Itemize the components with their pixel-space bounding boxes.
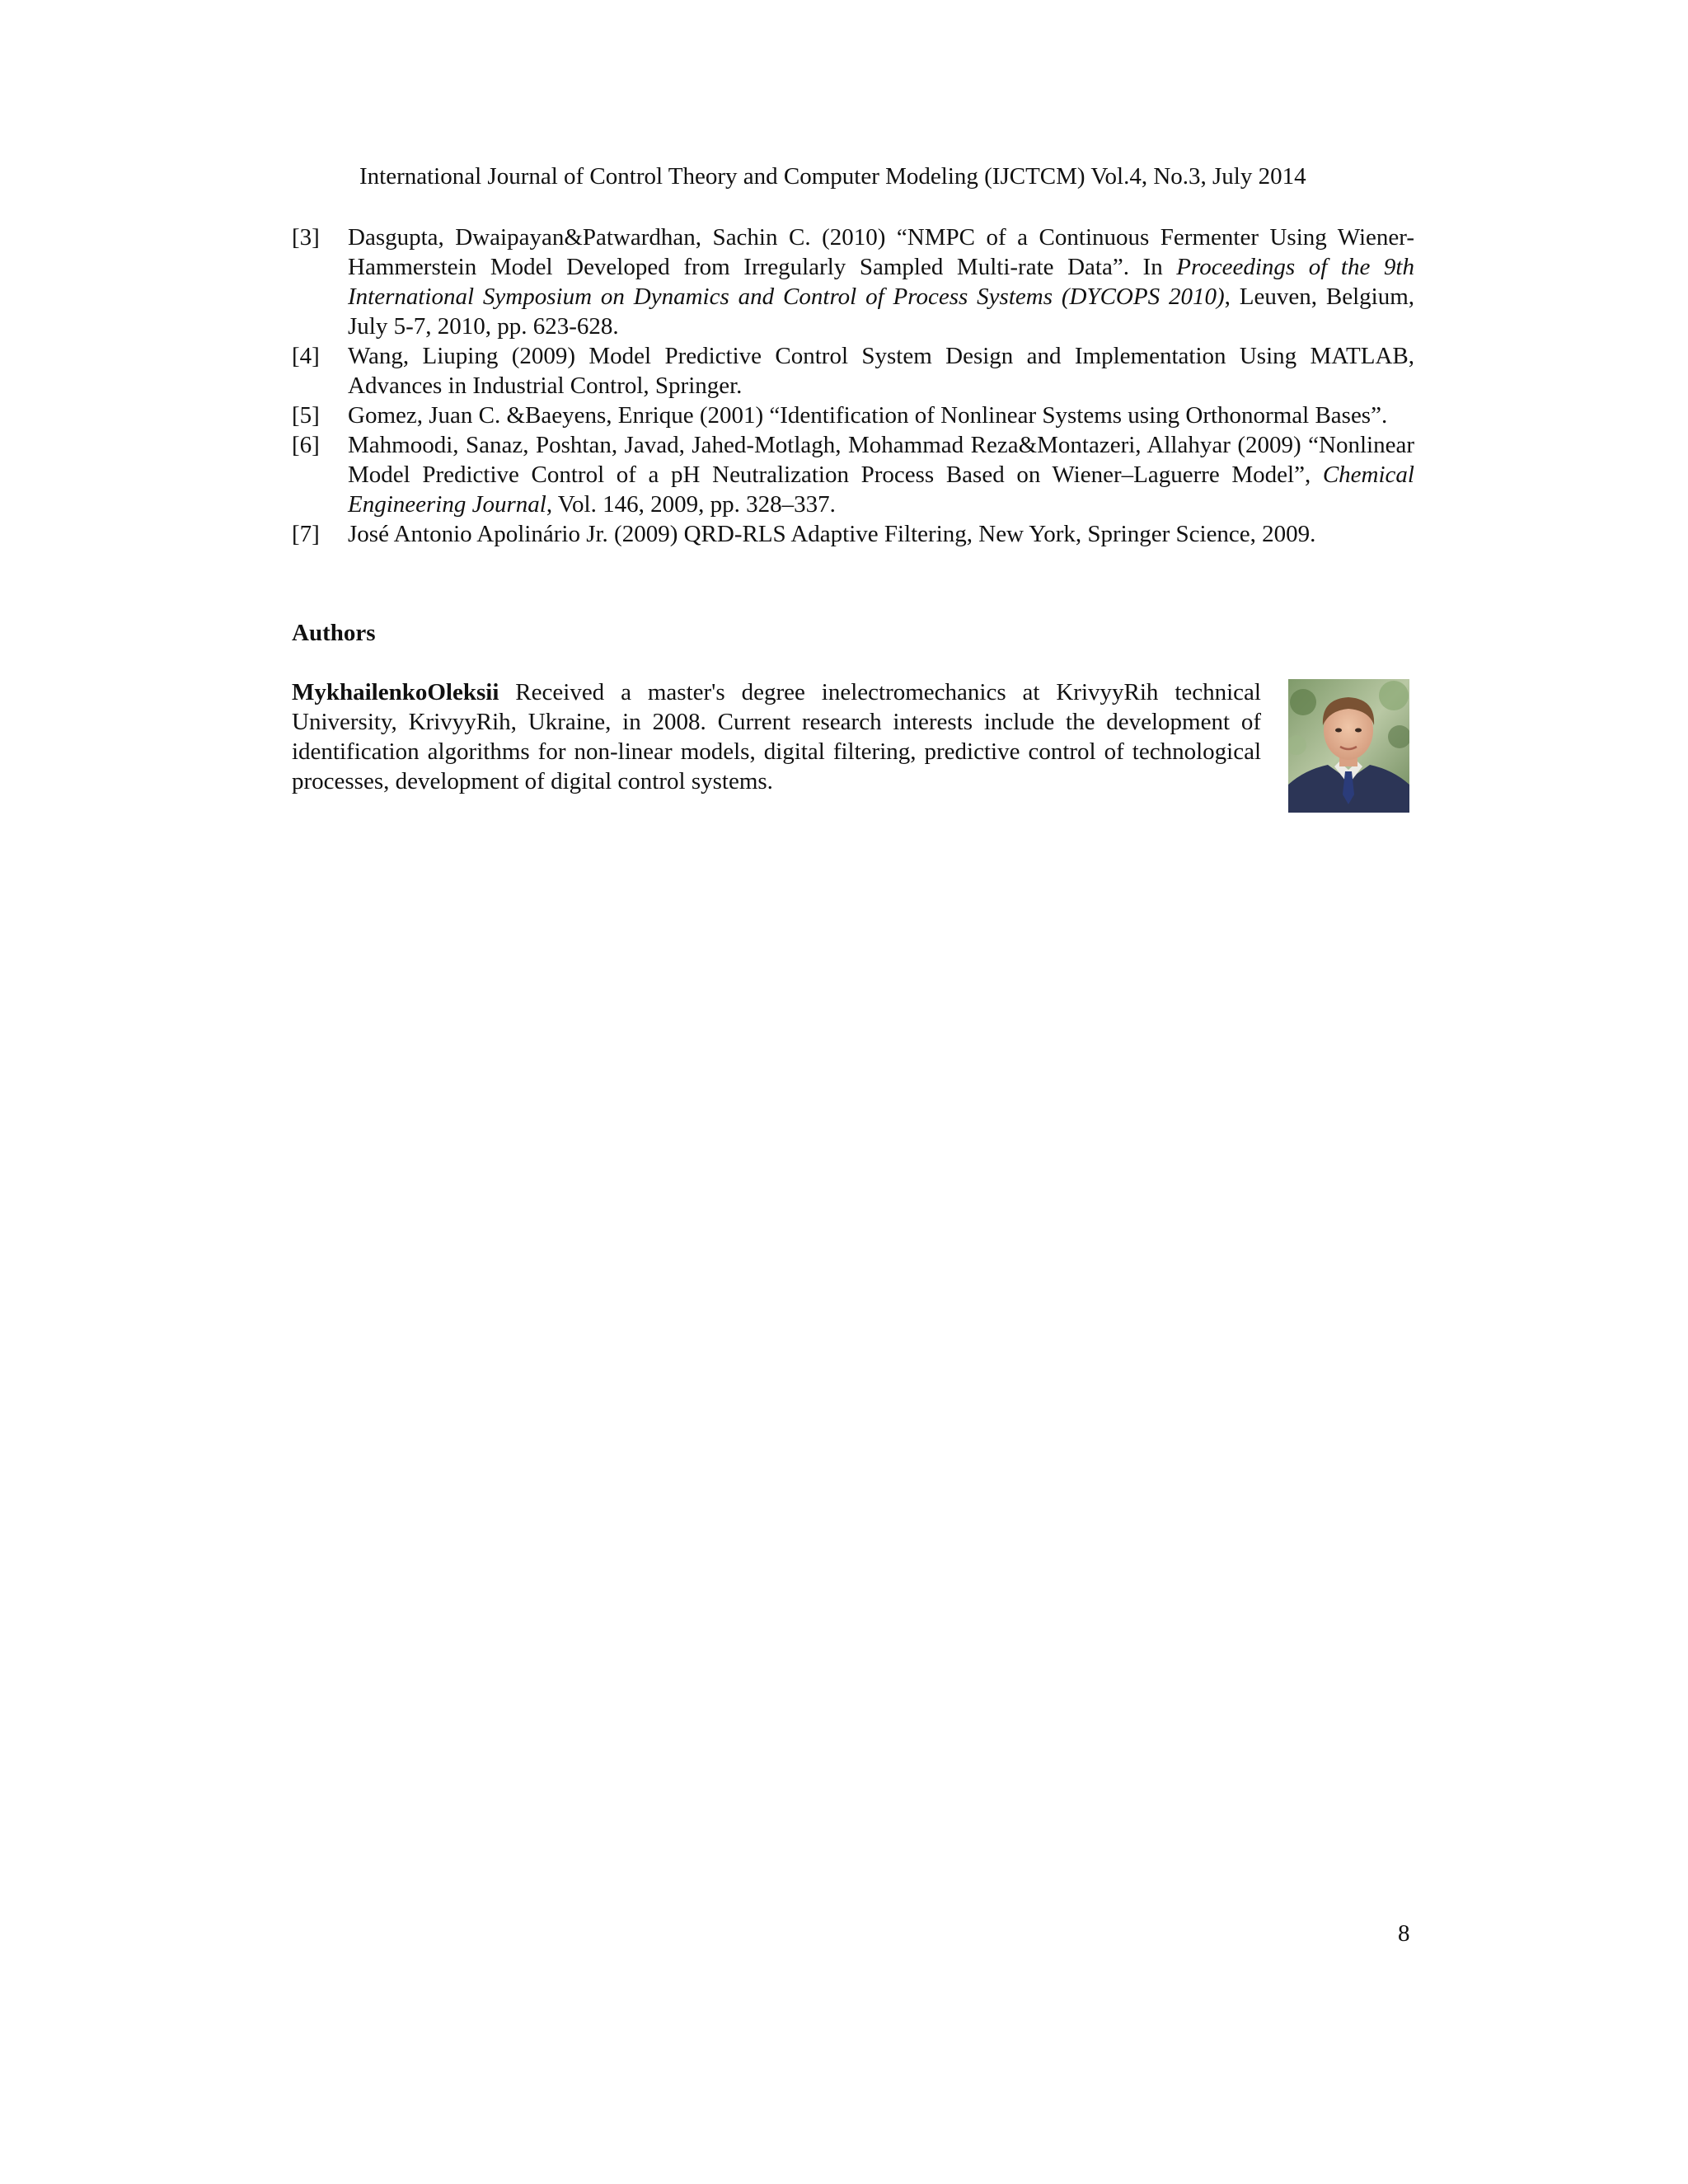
reference-text-plain: José Antonio Apolinário Jr. (2009) QRD-RLS Adaptive Filtering, New York, Springer Science, 2009.	[348, 521, 1316, 547]
reference-text	[348, 341, 1414, 401]
running-header: International Journal of Control Theory and Computer Modeling (IJCTCM) Vol.4, No.3, July 2014	[359, 163, 1306, 190]
reference-text-plain: Wang, Liuping (2009) Model Predictive Control System Design and Implementation Using MATLAB, Advances in Industrial Control, Springer.	[348, 343, 1414, 399]
author-bio-text: Received a master's degree inelectromechanics at KrivyyRih technical University, KrivyyRih, Ukraine, in 2008. Current research interests include the development of identification algorithms for non-linear models, digital filtering, predictive control of technological processes, development of digital control systems.	[292, 679, 1261, 794]
reference-item-3	[292, 223, 1414, 341]
reference-item-7	[292, 519, 1414, 549]
reference-text-plain: , Vol. 146, 2009, pp. 328–337.	[546, 491, 836, 518]
reference-number: [6]	[292, 432, 320, 458]
page-number: 8	[1398, 1920, 1410, 1947]
reference-item-4	[292, 341, 1414, 401]
reference-text	[348, 430, 1414, 519]
reference-text-italic: Chemical Engineering Journal	[348, 462, 1414, 518]
reference-text	[348, 401, 1414, 430]
reference-text-plain: Dasgupta, Dwaipayan&Patwardhan, Sachin C. (2010) “NMPC of a Continuous Fermenter Using Wiener-Hammerstein Model Developed from Irregularly Sampled Multi-rate Data”. In	[348, 224, 1414, 280]
reference-text-plain: Gomez, Juan C. &Baeyens, Enrique (2001) “Identification of Nonlinear Systems using Orthonormal Bases”.	[348, 402, 1388, 429]
reference-text-plain: Mahmoodi, Sanaz, Poshtan, Javad, Jahed-Motlagh, Mohammad Reza&Montazeri, Allahyar (2009) “Nonlinear Model Predictive Control of a pH Neutralization Process Based on Wiener–Laguerre Model”,	[348, 432, 1414, 488]
reference-number: [5]	[292, 402, 320, 429]
reference-number: [7]	[292, 521, 320, 547]
reference-number: [4]	[292, 343, 320, 369]
reference-text-plain: , Leuven, Belgium, July 5-7, 2010, pp. 623-628.	[348, 284, 1415, 340]
reference-text-italic: Proceedings of the 9th International Symposium on Dynamics and Control of Process Systems (DYCOPS 2010)	[348, 254, 1414, 310]
reference-item-5	[292, 401, 1414, 430]
reference-list	[292, 223, 1414, 549]
reference-number: [3]	[292, 224, 320, 251]
reference-text	[348, 519, 1414, 549]
author-bio	[292, 677, 1261, 796]
author-name: MykhailenkoOleksii	[292, 679, 499, 705]
reference-text	[348, 223, 1414, 341]
reference-item-6	[292, 430, 1414, 519]
author-photo	[1288, 679, 1409, 813]
authors-heading: Authors	[292, 620, 376, 646]
